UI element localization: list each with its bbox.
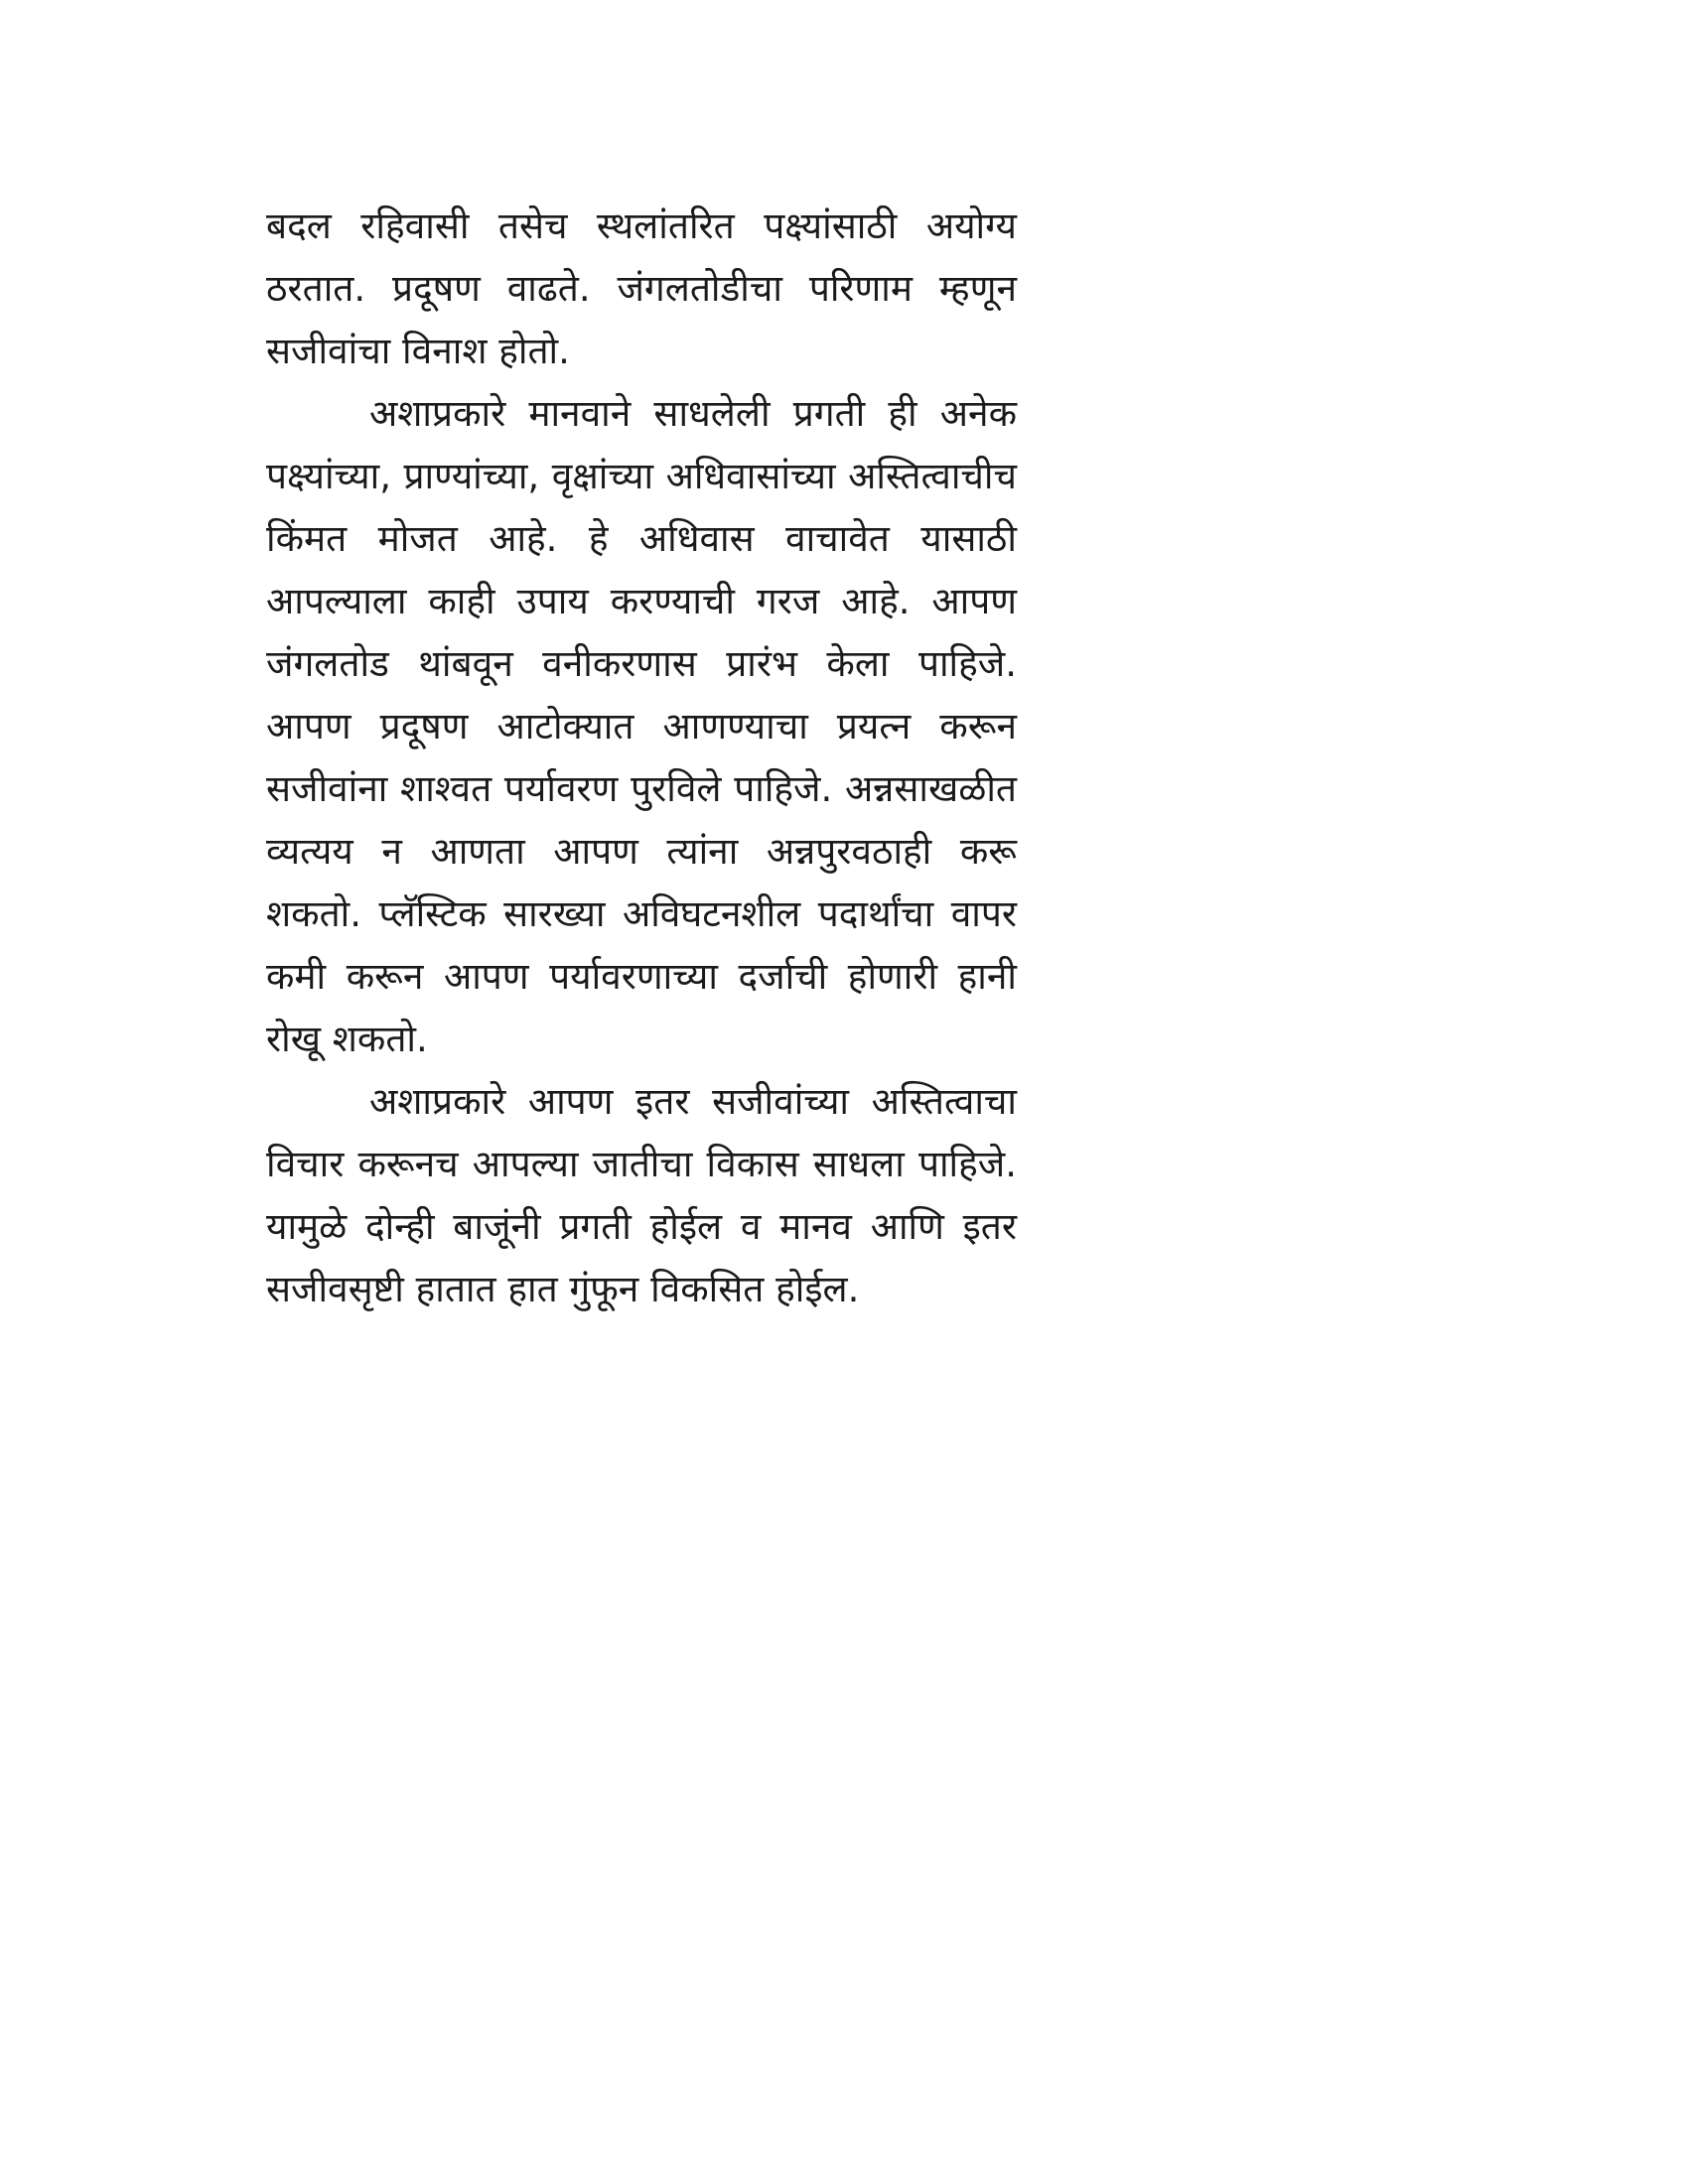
paragraph-3: अशाप्रकारे आपण इतर सजीवांच्या अस्तित्वाचा विचार करूनच आपल्या जातीचा विकास साधला पाहिजे. यामुळे दोन्ही बाजूंनी प्रगती होईल व मानव आणि इतर सजीवसृष्टी हातात हात गुंफून विकसित होईल.	[266, 1080, 1017, 1310]
paragraph-2: अशाप्रकारे मानवाने साधलेली प्रगती ही अनेक पक्ष्यांच्या, प्राण्यांच्या, वृक्षांच्या अधिवासांच्या अस्तित्वाचीच किंमत मोजत आहे. हे अधिवास वाचावेत यासाठी आपल्याला काही उपाय करण्याची गरज आहे. आपण जंगलतोड थांबवून वनीकरणास प्रारंभ केला पाहिजे. आपण प्रदूषण आटोक्यात आणण्याचा प्रयत्न करून सजीवांना शाश्वत पर्यावरण पुरविले पाहिजे. अन्नसाखळीत व्यत्यय न आणता आपण त्यांना अन्नपुरवठाही करू शकतो. प्लॅस्टिक सारख्या अविघटनशील पदार्थांचा वापर कमी करून आपण पर्यावरणाच्या दर्जाची होणारी हानी रोखू शकतो.	[266, 392, 1017, 1060]
paragraph-1: बदल रहिवासी तसेच स्थलांतरित पक्ष्यांसाठी अयोग्य ठरतात. प्रदूषण वाढते. जंगलतोडीचा परिणाम म्हणून सजीवांचा विनाश होतो.	[266, 205, 1017, 372]
text-column	[266, 195, 1017, 1320]
